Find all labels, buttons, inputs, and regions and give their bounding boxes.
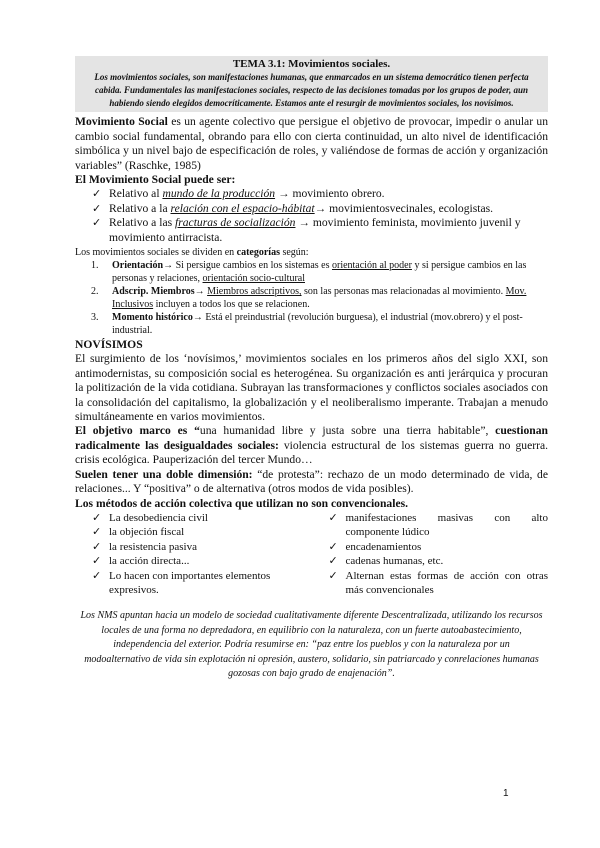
metodos-heading: Los métodos de acción colectiva que utilizan no son convencionales.	[75, 496, 408, 510]
marco-rest: violencia estructural de los sistemas guerra no guerra. crisis ecológica. Pauperización del tercer Mundo…	[75, 438, 548, 467]
item-text: y si persigue cambios en las personas y relaciones,	[112, 260, 527, 285]
check-icon: ✓	[92, 511, 102, 524]
item-text: Relativo a la	[109, 201, 171, 215]
check-icon: ✓	[92, 555, 102, 568]
definition-paragraph	[75, 115, 548, 173]
item-term: mundo de la producción	[162, 187, 276, 201]
item-text: → movimientosvecinales, ecologistas.	[314, 201, 494, 215]
categorias-text: Los movimientos sociales se dividen en	[75, 247, 237, 259]
list-item	[75, 187, 548, 201]
item-text: manifestaciones masivas con alto componente lúdico	[345, 511, 548, 539]
item-term: relación con el espacio-hábitat	[170, 201, 315, 215]
item-term: orientación socio-cultural	[202, 273, 305, 285]
item-label: Orientación→	[112, 260, 174, 272]
check-icon: ✓	[328, 569, 338, 582]
page-title: TEMA 3.1: Movimientos sociales.	[75, 56, 548, 71]
definition-text: es un agente colectivo que persigue el objetivo de provocar, impedir o anular un cambio social fundamental, obrando para ello con cierta continuidad, un alto nivel de identificación simbólica y un nivel bajo de especificación de roles, y valiéndose de formas de acción y organización variables” (Raschke, 1985)	[75, 115, 548, 172]
list-item	[312, 569, 549, 598]
list-item	[75, 259, 548, 285]
item-term: Mov. Inclusivos	[112, 286, 527, 311]
metodos-right-list	[312, 511, 549, 597]
list-item	[75, 216, 548, 245]
item-text: La desobediencia civil	[109, 511, 208, 524]
item-text: Relativo al	[109, 187, 163, 201]
doble-dimension-paragraph	[75, 468, 548, 497]
check-icon: ✓	[92, 569, 102, 582]
check-icon: ✓	[328, 555, 338, 568]
document-page	[75, 56, 548, 681]
item-label: Adscrip. Miembros→	[112, 286, 205, 298]
list-item	[75, 554, 312, 568]
categorias-list	[75, 259, 548, 337]
item-text: incluyen a todos los que se relacionen.	[153, 299, 310, 311]
marco-text: una humanidad libre y justa sobre una tierra habitable”,	[199, 424, 496, 438]
check-icon: ✓	[92, 540, 102, 553]
list-item	[312, 554, 549, 568]
item-text: → movimiento obrero.	[275, 187, 385, 201]
item-text: la acción directa...	[109, 555, 190, 568]
objetivo-marco-paragraph	[75, 424, 548, 467]
check-icon: ✓	[92, 526, 102, 539]
puede-ser-heading: El Movimiento Social puede ser:	[75, 173, 236, 187]
dimension-text: “de protesta”: rechazo de un modo determinado de vida, de relaciones... Y “positiva” o de alternativa (otros modos de vida posibles).	[75, 467, 548, 496]
item-term: orientación al poder	[331, 260, 412, 272]
item-text: → movimiento feminista, movimiento juvenil y movimiento antirracista.	[109, 216, 521, 244]
item-text: encadenamientos	[345, 540, 422, 553]
item-number: 1.	[91, 260, 99, 272]
novisimos-paragraph: El surgimiento de los ‘novísimos,’ movimientos sociales en los primeros años del siglo XXI, son antimodernistas, su composición social es heterogénea. Su organización es anti jerárquica y procuran la politización de la vida cotidiana. Subrayan las transformaciones y conflictos sociales asociados con la consolidación del capitalismo, la globalización y el neoliberalismo imperante. Trabajan a menudo simultáneamente en varios movimientos.	[75, 352, 548, 424]
intro-paragraph: Los movimientos sociales, son manifestaciones humanas, que enmarcados en un sistema democrático tienen perfecta cabida. Fundamentales las manifestaciones sociales, respecto de las decisiones tomadas por los grupos de poder, aun habiendo siendo elegidos democríticamente. Estamos ante el resurgir de movimientos sociales, los novísimos.	[75, 71, 548, 112]
item-text: la objeción fiscal	[109, 526, 185, 539]
puede-ser-list	[75, 187, 548, 245]
list-item	[75, 540, 312, 554]
check-icon: ✓	[328, 511, 338, 524]
check-icon: ✓	[92, 202, 102, 215]
item-label: Momento histórico→	[112, 312, 203, 324]
list-item	[75, 569, 312, 598]
item-number: 3.	[91, 312, 99, 324]
check-icon: ✓	[92, 188, 102, 201]
item-text: Está el preindustrial (revolución burguesa), el industrial (mov.obrero) y el post-industrial.	[112, 312, 523, 337]
definition-term: Movimiento Social	[75, 115, 168, 129]
check-icon: ✓	[328, 540, 338, 553]
item-text: la resistencia pasiva	[109, 540, 197, 553]
marco-bold: cuestionan radicalmente las desigualdades sociales:	[75, 424, 548, 452]
item-term: Miembros adscriptivos,	[207, 286, 302, 298]
item-text: Si persigue cambios en los sistemas es	[173, 260, 332, 272]
list-item	[75, 525, 312, 539]
item-number: 2.	[91, 286, 99, 298]
marco-lead: El objetivo marco es “	[75, 424, 200, 438]
item-text: son las personas mas relacionadas al movimiento.	[301, 286, 506, 298]
novisimos-heading: NOVÍSIMOS	[75, 338, 143, 352]
list-item	[75, 511, 312, 525]
item-term: fracturas de socialización	[175, 216, 296, 230]
metodos-columns	[75, 511, 548, 597]
categorias-intro	[75, 246, 548, 259]
list-item	[312, 511, 549, 540]
categorias-text: según:	[279, 247, 309, 259]
metodos-left-list	[75, 511, 312, 597]
list-item	[312, 540, 549, 554]
list-item	[75, 285, 548, 311]
categorias-term: categorías	[236, 247, 280, 259]
item-text: Lo hacen con importantes elementos expresivos.	[109, 569, 271, 596]
dimension-lead: Suelen tener una doble dimensión:	[75, 467, 253, 481]
item-text: Alternan estas formas de acción con otras más convencionales	[345, 569, 548, 596]
page-number: 1	[503, 788, 509, 799]
item-text: cadenas humanas, etc.	[345, 555, 444, 568]
list-item	[75, 202, 548, 216]
nms-paragraph: Los NMS apuntan hacia un modelo de sociedad cualitativamente diferente Descentralizada, utilizando los recursos locales de una forma no depredadora, en equilibrio con la naturaleza, con un fuerte autoabastecimiento, independencia del exterior. Podría resumirse en: “paz entre los pueblos y con la naturaleza por un modoalternativo de vida sin explotación ni opresión, austero, solidario, sin patriarcado y conrelaciones humanas gozosas con bajo grado de enajenación”.	[80, 610, 543, 679]
item-text: Relativo a las	[109, 216, 176, 230]
check-icon: ✓	[92, 217, 102, 230]
list-item	[75, 311, 548, 337]
